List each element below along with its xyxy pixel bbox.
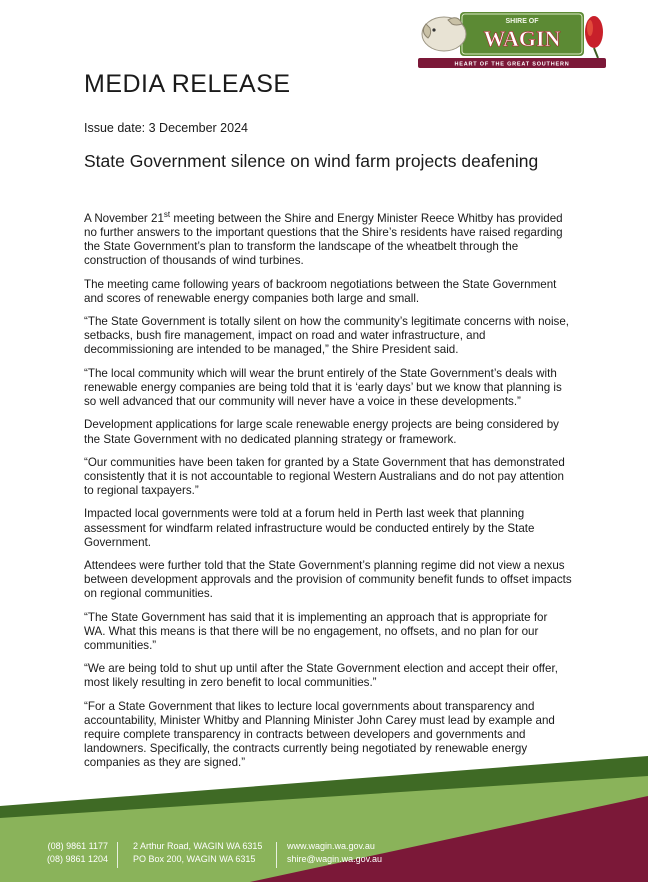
page-title: MEDIA RELEASE [84,70,291,98]
postal-address: PO Box 200, WAGIN WA 6315 [133,854,256,864]
paragraph: “The State Government is totally silent on how the community’s legitimate concerns with noise, setbacks, bush fire management, impact on road and water infrastructure, and decommissioning are intended to be managed,” the Shire President said. [84,315,570,357]
paragraph-rest: meeting between the Shire and Energy Minister Reece Whitby has provided no further answers to the important questions that the Shire’s residents have raised regarding the State Government’s plan to transform the landscape of the wheatbelt through the construction of thousands of wind turbines. [84,211,563,268]
paragraph: “We are being told to shut up until after the State Government election and accept their offer, most likely resulting in zero benefit to local communities.” [84,662,558,690]
headline: State Government silence on wind farm projects deafening [84,151,539,171]
flower-icon [585,16,603,58]
logo-tagline: HEART OF THE GREAT SOUTHERN [454,61,570,68]
paragraph: “Our communities have been taken for granted by a State Government that has demonstrated consistently that it is not accountable to regional Western Australians and do not pay attention to regional taxpayers.” [84,455,565,498]
paragraph: “The State Government has said that it is implementing an approach that is appropriate for WA. What this means is that there will be no engagement, no offsets, and no plan for our communities.” [84,610,548,652]
paragraph: “For a State Government that likes to lecture local governments about transparency and accountability, Minister Whitby and Planning Minister John Carey must lead by example and require complete transparency in contracts between developers and governments and landowners. Specifically, the contracts currently being negotiated by renewable energy companies as they are signed.” [84,699,555,770]
street-address: 2 Arthur Road, WAGIN WA 6315 [133,841,263,851]
footer-addresses [133,840,262,866]
footer-online [287,840,382,866]
email-link[interactable]: shire@wagin.wa.gov.au [287,854,383,864]
paragraph-start: A November 21 [84,211,164,225]
paragraph [84,208,572,269]
paragraph: Impacted local governments were told at a forum held in Perth last week that planning assessment for windfarm related infrastructure would be conducted entirely by the State Government. [84,507,535,549]
footer-contacts [0,840,648,876]
paragraph: The meeting came following years of backroom negotiations between the State Government and scores of renewable energy companies both large and small. [84,277,557,305]
logo-top-text: SHIRE OF [505,18,539,25]
footer-divider [117,842,118,868]
ram-icon [422,17,466,51]
paragraph: “The local community which will wear the brunt entirely of the State Government’s deals with renewable energy companies are being told that it is ‘early days’ but we know that planning is so well advanced that our community will never have a voice in these developments.” [84,366,562,409]
footer-divider [276,842,277,868]
ordinal-suffix: st [163,210,171,219]
footer-phones [38,840,108,866]
logo-name: WAGIN [483,26,561,51]
issue-date: Issue date: 3 December 2024 [84,121,248,135]
shire-of-wagin-logo [414,8,610,72]
website-link[interactable]: www.wagin.wa.gov.au [287,841,375,851]
paragraph: Development applications for large scale renewable energy projects are being considered by the State Government with no dedicated planning strategy or framework. [84,418,559,446]
paragraph: Attendees were further told that the State Government’s planning regime did not view a nexus between development approvals and the provision of community benefit funds to offset impacts on regional communities. [84,558,572,601]
body-text [84,208,572,780]
fax-number: (08) 9861 1204 [46,854,108,864]
phone-number: (08) 9861 1177 [47,841,108,851]
